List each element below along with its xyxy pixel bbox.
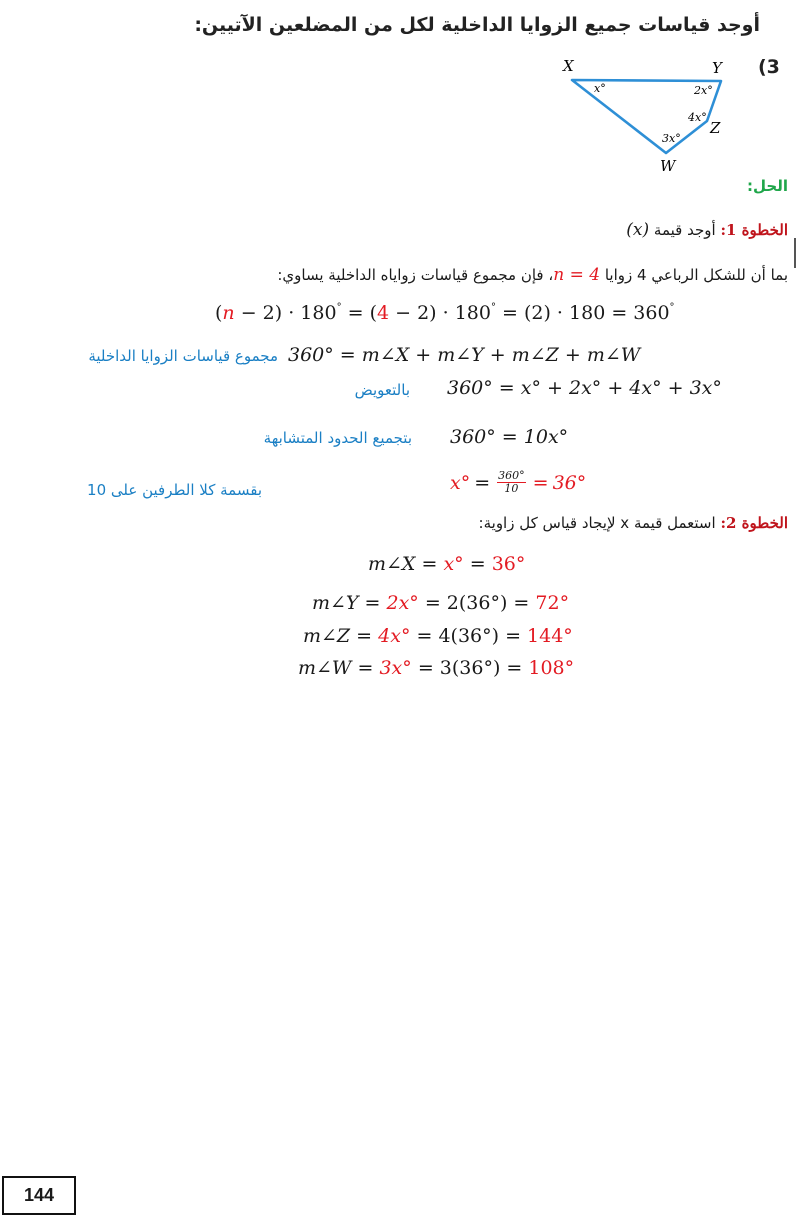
step2-text: استعمل قيمة x لإيجاد قياس كل زاوية: (478, 514, 716, 532)
sum-formula-part2: = ( (341, 302, 377, 324)
equation-row2: 360° = x° + 2x° + 4x° + 3x° (447, 377, 722, 399)
angle-result-w: m∠W = 3x° = 3(36°) = 108° (298, 657, 575, 679)
fraction-numerator: 360° (498, 469, 525, 482)
vertex-label-z: Z (710, 119, 721, 137)
reason-row3: بتجميع الحدود المتشابهة (263, 429, 412, 447)
problem-number: (3 (758, 56, 780, 78)
reason-row2: بالتعويض (354, 381, 410, 399)
step1-label: الخطوة 1: (720, 221, 788, 239)
step1-variable: (x) (626, 220, 650, 240)
vertex-label-y: Y (712, 59, 722, 77)
angle-result-w-lhs: m∠W = (298, 657, 380, 679)
sum-formula-four: 4 (377, 302, 390, 324)
page-number: 144 (2, 1176, 76, 1215)
angle-result-x: m∠X = x° = 36° (368, 553, 526, 575)
angle-label-w: 3x° (662, 132, 681, 145)
angle-label-x: x° (594, 82, 606, 95)
step2-line (479, 514, 788, 532)
step1-intro (277, 265, 788, 285)
angle-result-z: m∠Z = 4x° = 4(36°) = 144° (303, 625, 573, 647)
angle-label-z: 4x° (688, 111, 707, 124)
angle-result-w-sub: 3x° (379, 657, 412, 679)
angle-result-z-mid: 4(36°) (438, 625, 500, 647)
angle-result-w-value: 108° (528, 657, 575, 679)
step1-intro-after: ، فإن مجموع قياسات زواياه الداخلية يساوي: (277, 266, 554, 284)
angle-result-z-value: 144° (527, 625, 573, 647)
step1-intro-before: بما أن للشكل الرباعي 4 زوايا (604, 266, 788, 284)
sum-formula: (n − 2) · 180° = (4 − 2) · 180° = (2) · 180 = 360° (215, 301, 675, 324)
vertex-label-w: W (660, 157, 676, 175)
sum-formula-n: n (222, 302, 235, 324)
step1-intro-equation: n = 4 (553, 265, 601, 285)
content-marker (794, 238, 796, 268)
angle-label-y: 2x° (694, 84, 713, 97)
angle-result-y: m∠Y = 2x° = 2(36°) = 72° (312, 592, 570, 614)
equation-row4-rhs: 36° (552, 471, 587, 494)
angle-result-y-sub: 2x° (386, 592, 419, 614)
equation-row4-fraction (497, 470, 526, 495)
reason-row1: مجموع قياسات الزوايا الداخلية (88, 347, 278, 365)
problem-instruction: أوجد قياسات جميع الزوايا الداخلية لكل من المضلعين الآتيين: (194, 14, 760, 36)
step2-label: الخطوة 2: (720, 514, 788, 532)
equation-row4: x° = $\frac{360^\circ}{10}$ = 36° (450, 469, 587, 495)
vertex-label-x: X (563, 57, 574, 75)
equation-row3: 360° = 10x° (450, 426, 569, 448)
sum-formula-part4: = (2) · 180 = 360 (495, 302, 670, 324)
step1-text: أوجد قيمة (653, 221, 716, 239)
angle-result-x-lhs: m∠X = (368, 553, 444, 575)
angle-result-y-mid: 2(36°) (446, 592, 508, 614)
equation-row1: 360° = m∠X + m∠Y + m∠Z + m∠W (288, 344, 641, 366)
step1-line (626, 220, 788, 240)
quadrilateral-figure (550, 50, 750, 180)
angle-result-y-lhs: m∠Y = (312, 592, 387, 614)
angle-result-z-lhs: m∠Z = (303, 625, 379, 647)
sum-formula-part3: − 2) · 180 (389, 302, 491, 324)
fraction-denominator: 10 (504, 482, 519, 495)
angle-result-w-mid: 3(36°) (439, 657, 501, 679)
reason-row4: بقسمة كلا الطرفين على 10 (87, 481, 262, 499)
angle-result-y-value: 72° (535, 592, 570, 614)
angle-result-x-value: 36° (491, 553, 526, 575)
angle-result-z-sub: 4x° (378, 625, 411, 647)
equation-row4-lhs: x° (450, 471, 471, 494)
solution-heading: الحل: (747, 177, 788, 195)
sum-formula-part1: − 2) · 180 (240, 302, 337, 324)
angle-result-x-sub: x° (443, 553, 464, 575)
